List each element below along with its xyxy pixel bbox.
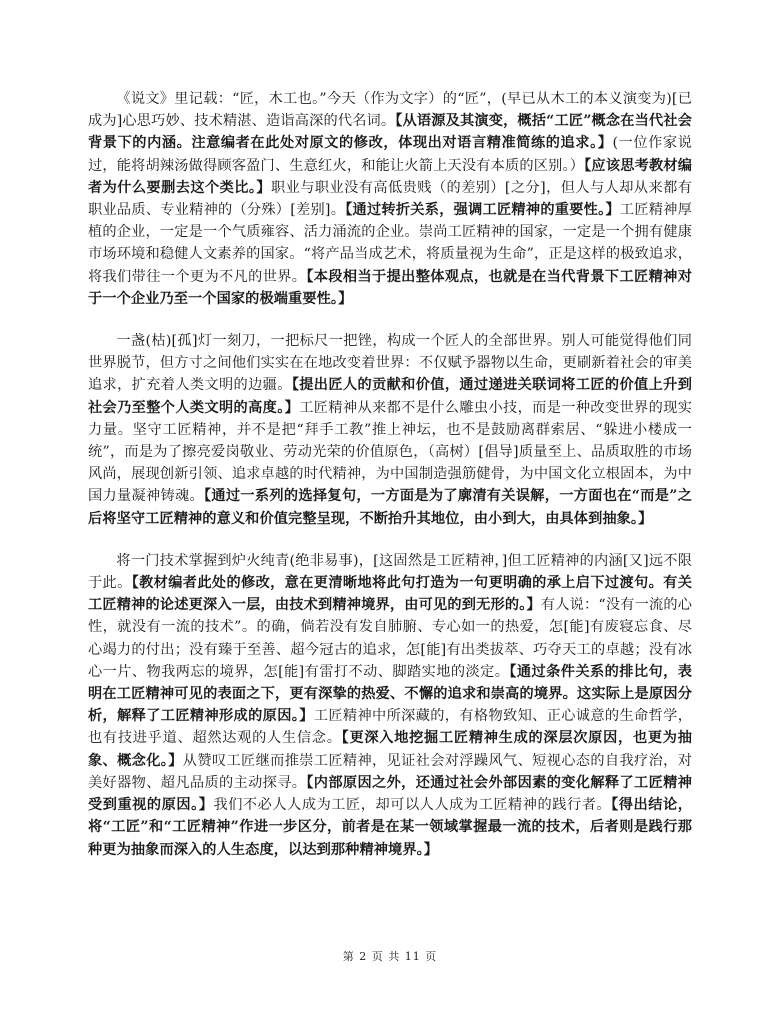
paragraph-2 bbox=[88, 330, 692, 530]
paragraph-1-annotation-1: 【从语源及其演变，概括“工匠”概念在当代社会背景下的内涵。注意编者在此处对原文的修改，体现出对语言精准简练的追求。】 bbox=[88, 113, 692, 152]
paragraph-3-text-1: 将一门技术掌握到炉火纯青(绝非易事)，[这固然是工匠精神，]但工匠精神的内涵[又]远不限于此。 bbox=[88, 552, 692, 592]
paragraph-3-text-3: 工匠精神中所深藏的，有格物致知、正心诚意的生命哲学，也有技进乎道、超然达观的人生信念。 bbox=[88, 708, 692, 747]
paragraph-1-annotation-2: 【应该思考教材编者为什么要删去这个类比。】 bbox=[88, 157, 692, 196]
paragraph-3-annotation-2: 【通过条件关系的排比句，表明在工匠精神可见的表面之下，更有深挚的热爱、不懈的追求和崇高的境界。这实际上是原因分析，解释了工匠精神形成的原因。】 bbox=[88, 663, 693, 725]
paragraph-3-annotation-3: 【更深入地挖掘工匠精神生成的深层次原因，也更为抽象、概念化。】 bbox=[88, 730, 692, 769]
paragraph-3 bbox=[88, 550, 692, 861]
paragraph-3-annotation-1: 【教材编者此处的修改，意在更清晰地将此句打造为一句更明确的承上启下过渡句。有关工匠精神的论述更深入一层，由技术到精神境界，由可见的到无形的。】 bbox=[88, 575, 692, 614]
paragraph-1-text-2: (一位作家说过，能将胡辣汤做得顾客盈门、生意红火，和能让火箭上天没有本质的区别。） bbox=[88, 135, 692, 174]
paragraph-1-text-4: 工匠精神厚植的企业，一定是一个气质雍容、活力涌流的企业。崇尚工匠精神的国家，一定是一个拥有健康市场环境和稳健人文素养的国家。“将产品当成艺术，将质量视为生命”，正是这样的极致追求，将我们带往一个更为不凡的世界。 bbox=[88, 202, 692, 285]
page-footer: 第 2 页 共 11 页 bbox=[342, 950, 438, 963]
paragraph-1-annotation-3: 【通过转折关系，强调工匠精神的重要性。】 bbox=[345, 202, 620, 219]
paragraph-1-text-1: 《说文》里记载：“匠，木工也。”今天（作为文字）的“匠”，(早已从木工的本义演变为)[已成为]心思巧妙、技术精湛、造诣高深的代名词。 bbox=[88, 91, 692, 130]
paragraph-1 bbox=[88, 88, 692, 310]
paragraph-3-text-2: 有人说：“没有一流的心性，就没有一流的技术”。的确，倘若没有发自肺腑、专心如一的热爱，怎[能]有废寝忘食、尽心竭力的付出；没有臻于至善、超今冠古的追求，怎[能]有出类拔萃、巧夺天工的卓越；没有冰心一片、物我两忘的境界，怎[能]有雷打不动、脚踏实地的淡定。 bbox=[88, 597, 692, 680]
paragraph-1-text-3: 职业与职业没有高低贵贱（的差别）[之分]，但人与人却从来都有职业品质、专业精神的（分殊）[差别]。 bbox=[88, 179, 692, 219]
document-body bbox=[88, 88, 692, 861]
paragraph-3-text-4: 从赞叹工匠继而推崇工匠精神，见证社会对浮躁风气、短视心态的自我疗治，对美好器物、超凡品质的主动探寻。 bbox=[88, 752, 692, 791]
paragraph-3-text-5: 我们不必人人成为工匠，却可以人人成为工匠精神的践行者。 bbox=[213, 797, 612, 814]
paragraph-3-annotation-5: 【得出结论，将“工匠”和“工匠精神”作进一步区分，前者是在某一领域掌握最一流的技术，后者则是践行那种更为抽象而深入的人生态度，以达到那种精神境界。】 bbox=[88, 797, 692, 858]
paragraph-3-annotation-4: 【内部原因之外，还通过社会外部因素的变化解释了工匠精神受到重视的原因。】 bbox=[88, 774, 692, 814]
paragraph-2-annotation-1: 【提出匠人的贡献和价值，通过递进关联词将工匠的价值上升到社会乃至整个人类文明的高度。】 bbox=[88, 377, 693, 416]
paragraph-2-text-2: 工匠精神从来都不是什么雕虫小技，而是一种改变世界的现实力量。坚守工匠精神，并不是把“拜手工教”推上神坛，也不是鼓励离群索居、“躲进小楼成一统”，而是为了擦亮爱岗敬业、劳动光荣的价值原色，（高树）[倡导]质量至上、品质取胜的市场风尚，展现创新引领、追求卓越的时代精神，为中国制造强筋健骨，为中国文化立根固本，为中国力量凝神铸魂。 bbox=[88, 399, 692, 505]
paragraph-1-annotation-4: 【本段相当于提出整体观点，也就是在当代背景下工匠精神对于一个企业乃至一个国家的极端重要性。】 bbox=[88, 268, 692, 307]
paragraph-2-annotation-2: 【通过一系列的选择复句，一方面是为了廓清有关误解，一方面也在“而是”之后将坚守工匠精神的意义和价值完整呈现，不断抬升其地位，由小到大，由具体到抽象。】 bbox=[88, 488, 692, 527]
paragraph-2-text-1: 一盏(枯)[孤]灯一刻刀，一把标尺一把锉，构成一个匠人的全部世界。别人可能觉得他们同世界脱节，但方寸之间他们实实在在地改变着世界：不仅赋予器物以生命，更刷新着社会的审美追求，扩充着人类文明的边疆。 bbox=[88, 333, 692, 394]
